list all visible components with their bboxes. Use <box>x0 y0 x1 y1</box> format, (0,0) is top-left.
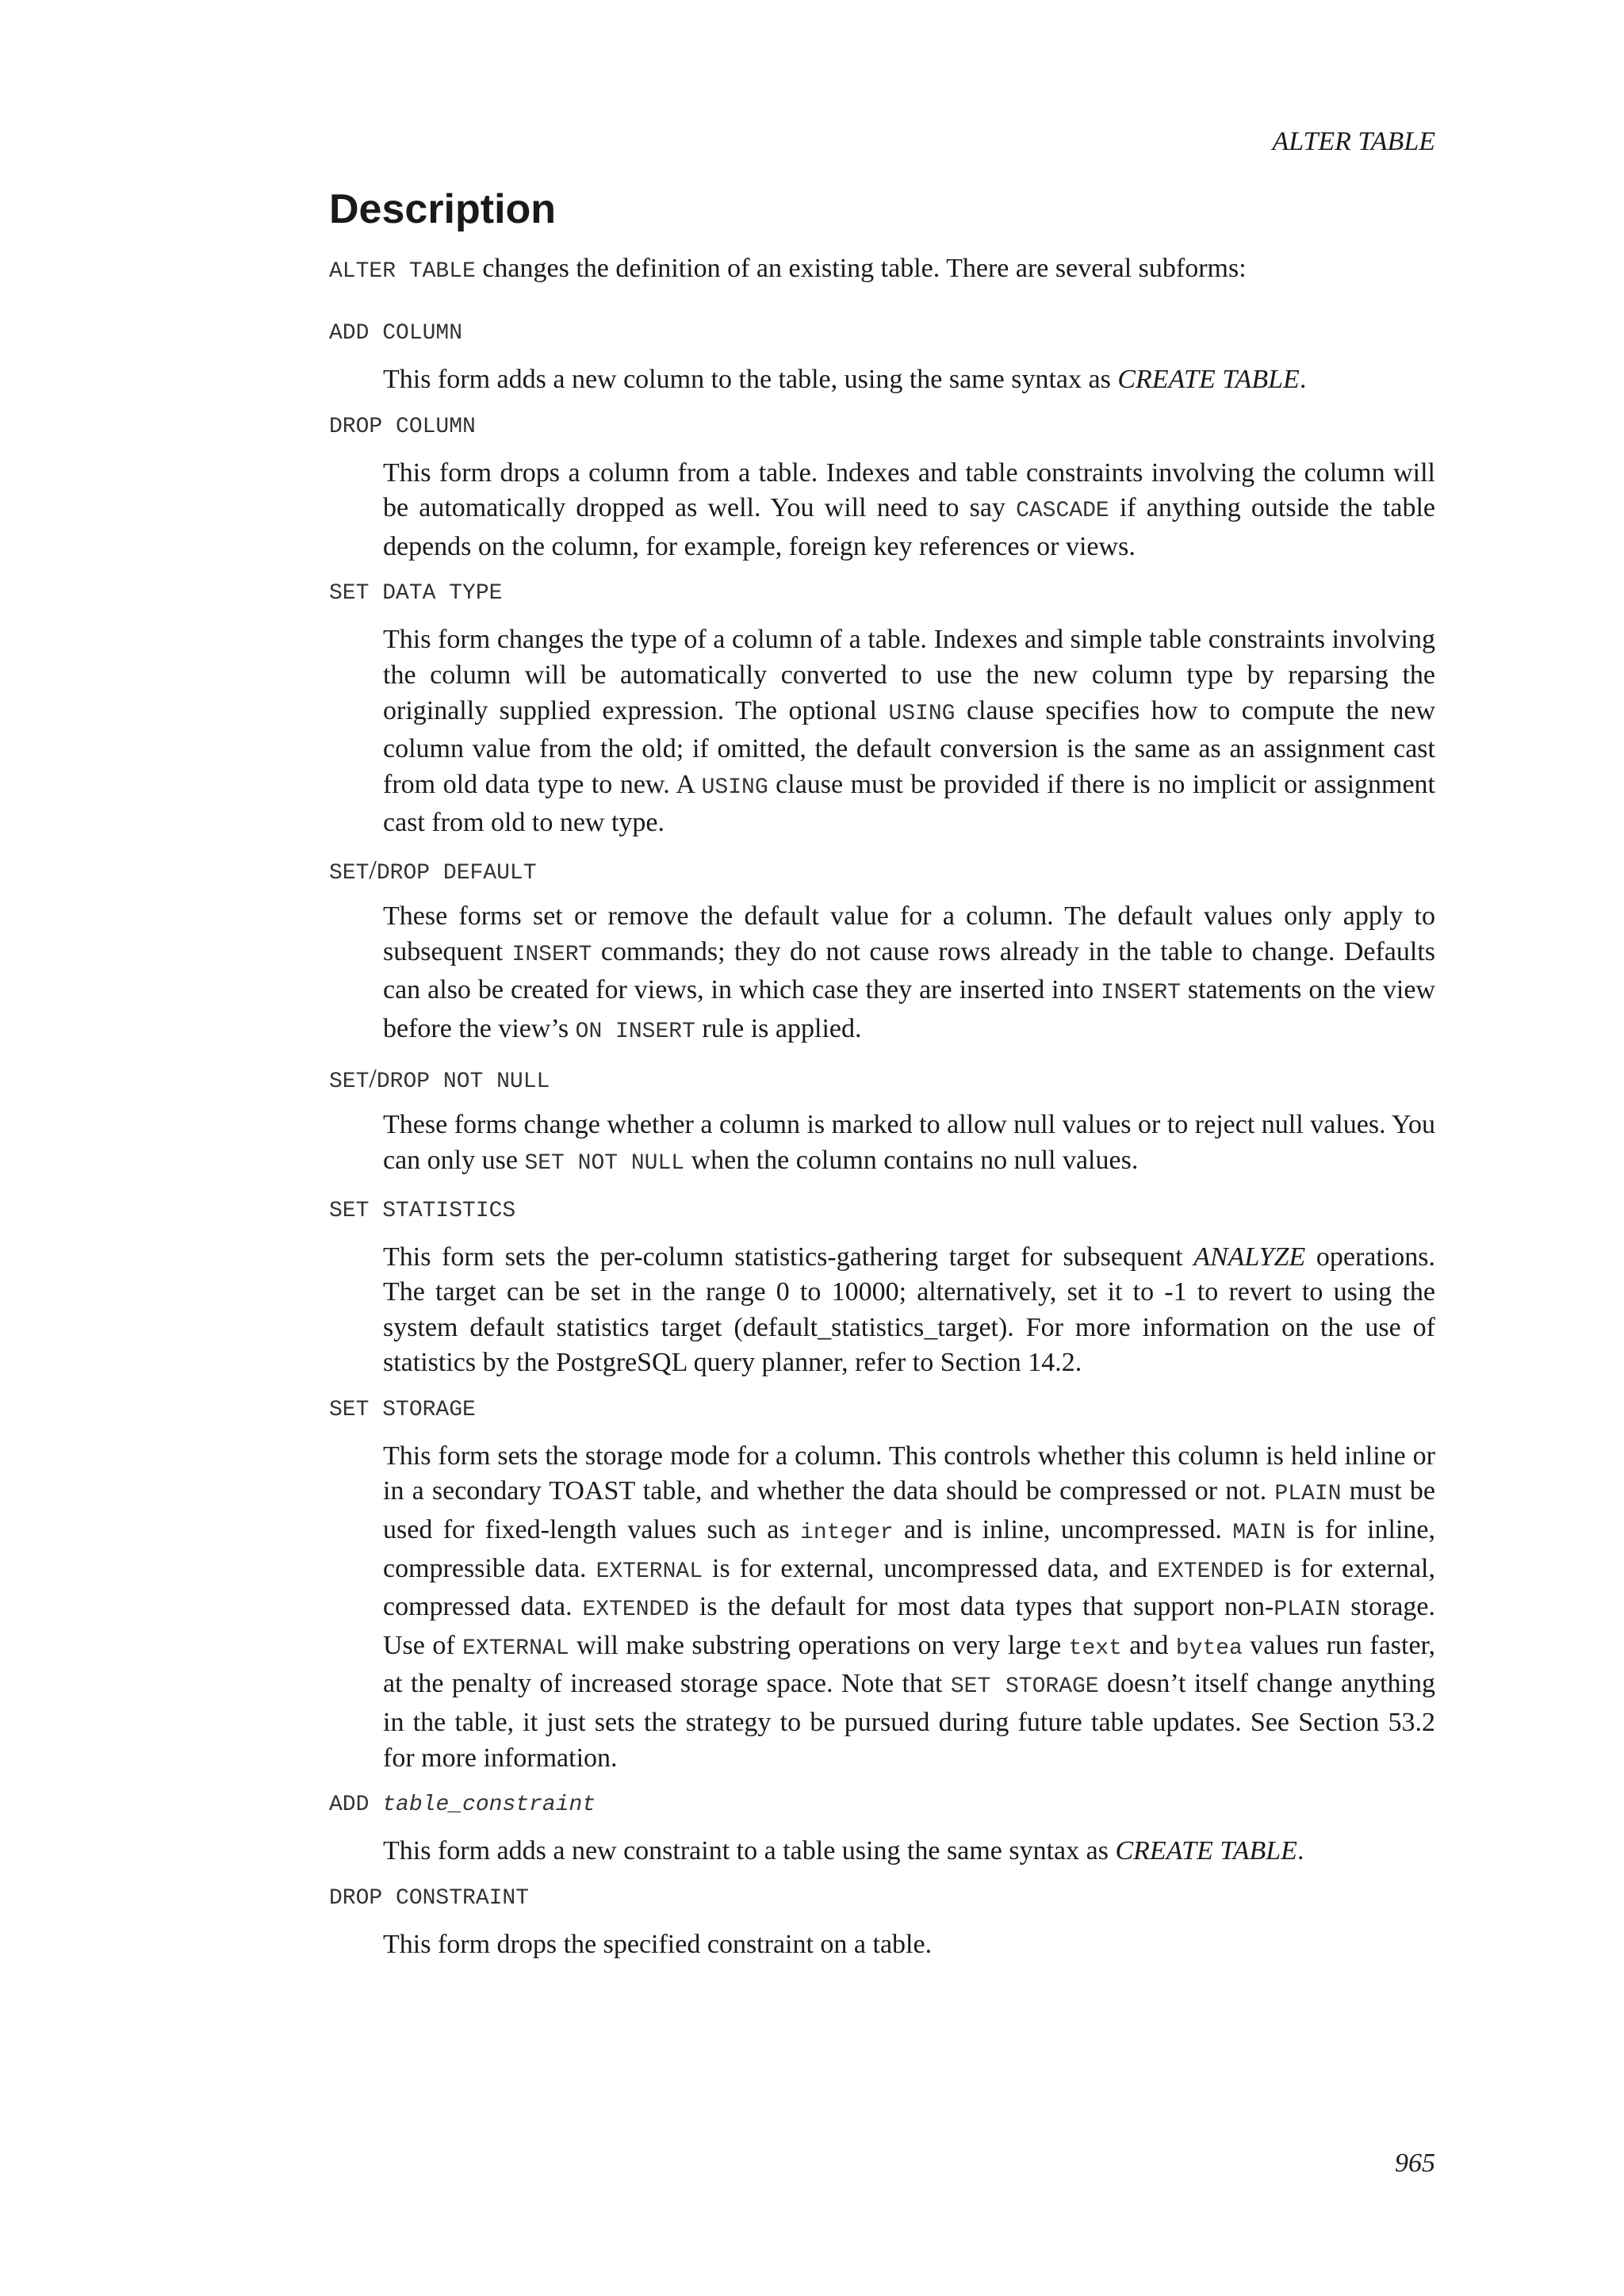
inline-code: EXTERNAL <box>596 1559 703 1584</box>
term-drop-constraint: DROP CONSTRAINT <box>329 1885 530 1911</box>
section-title: Description <box>329 186 557 232</box>
parameter-name: table_constraint <box>382 1793 596 1818</box>
command-reference: ANALYZE <box>1193 1242 1306 1272</box>
inline-code: text <box>1068 1636 1122 1661</box>
term-set-statistics: SET STATISTICS <box>329 1198 516 1223</box>
term-add-table-constraint: ADD table_constraint <box>329 1793 596 1818</box>
term-set-data-type: SET DATA TYPE <box>329 581 503 607</box>
inline-code: CASCADE <box>1016 499 1109 524</box>
command-reference: CREATE TABLE <box>1117 365 1300 394</box>
desc-set-storage: This form sets the storage mode for a column. This controls whether this column is held inline or in a secondary TOAST table, and whether the data should be compressed or not. PLAIN must be used for fixed-length values such as integer and is inline, uncompressed. MAIN is for inline, compressible data. EXTERNAL is for external, uncompressed data, and EXTENDED is for external, compressed data. EXTENDED is the default for most data types that support non-PLAIN storage. Use of EXTERNAL will make substring operations on very large text and bytea values run faster, at the penalty of increased storage space. Note that SET STORAGE doesn’t itself change anything in the table, it just sets the strategy to be pursued during future table updates. See Section 53.2 for more information. <box>383 1441 1436 1773</box>
desc-add-table-constraint: This form adds a new constraint to a table using the same syntax as CREATE TABLE. <box>383 1836 1304 1866</box>
inline-code: EXTENDED <box>582 1598 689 1623</box>
subform-list <box>329 316 1435 1962</box>
running-header: ALTER TABLE <box>1272 127 1435 156</box>
desc-set-statistics: This form sets the per-column statistics-gathering target for subsequent ANALYZE operations. The target can be set in the range 0 to 10000; alternatively, set it to -1 to revert to using the system default statistics target (default_statistics_target). For more information on the use of statistics by the PostgreSQL query planner, refer to Section 14.2. <box>383 1242 1435 1378</box>
desc-drop-constraint: This form drops the specified constraint on a table. <box>383 1929 933 1959</box>
desc-set-drop-not-null: These forms change whether a column is marked to allow null values or to reject null values. You can only use SET NOT NULL when the column contains no null values. <box>383 1110 1435 1176</box>
inline-code: MAIN <box>1232 1521 1286 1546</box>
inline-code: USING <box>888 701 956 726</box>
term-set-drop-default: SET/DROP DEFAULT <box>329 855 537 886</box>
inline-code: USING <box>701 775 768 800</box>
inline-code: integer <box>800 1521 894 1546</box>
desc-drop-column: This form drops a column from a table. Indexes and table constraints involving the column will be automatically dropped as well. You will need to say CASCADE if anything outside the table depends on the column, for example, foreign key references or views. <box>383 457 1436 561</box>
inline-code: EXTERNAL <box>462 1636 569 1661</box>
inline-code: INSERT <box>511 942 592 967</box>
inline-code: EXTENDED <box>1157 1559 1264 1584</box>
inline-code: SET NOT NULL <box>524 1150 685 1176</box>
inline-code: PLAIN <box>1274 1482 1342 1507</box>
intro-paragraph <box>329 251 1435 289</box>
inline-code: INSERT <box>1101 981 1181 1006</box>
command-reference: CREATE TABLE <box>1115 1836 1297 1866</box>
inline-code: PLAIN <box>1274 1598 1341 1623</box>
desc-set-data-type: This form changes the type of a column of a table. Indexes and simple table constraints involving the column will be automatically converted to use the new column type by reparsing the originally supplied expression. The optional USING clause specifies how to compute the new column value from the old; if omitted, the default conversion is the same as an assignment cast from old data type to new. A USING clause must be provided if there is no implicit or assignment cast from old to new type. <box>383 625 1435 838</box>
term-drop-column: DROP COLUMN <box>329 414 476 439</box>
term-set-drop-not-null: SET/DROP NOT NULL <box>329 1064 550 1095</box>
inline-code: ON INSERT <box>575 1019 695 1044</box>
term-set-storage: SET STORAGE <box>329 1397 476 1422</box>
inline-code: bytea <box>1175 1636 1243 1661</box>
inline-code: ALTER TABLE <box>329 259 476 284</box>
inline-code: SET STORAGE <box>950 1674 1099 1700</box>
desc-add-column: This form adds a new column to the table, using the same syntax as CREATE TABLE. <box>383 365 1307 394</box>
page-number: 965 <box>1395 2149 1435 2178</box>
intro-text: changes the definition of an existing table. There are several subforms: <box>475 254 1247 283</box>
page-content <box>329 182 1435 1973</box>
term-add-column: ADD COLUMN <box>329 321 463 346</box>
desc-set-drop-default: These forms set or remove the default value for a column. The default values only apply to subsequent INSERT commands; they do not cause rows already in the table to change. Defaults can also be created for views, in which case they are inserted into INSERT statements on the view before the view’s ON INSERT rule is applied. <box>383 901 1435 1044</box>
